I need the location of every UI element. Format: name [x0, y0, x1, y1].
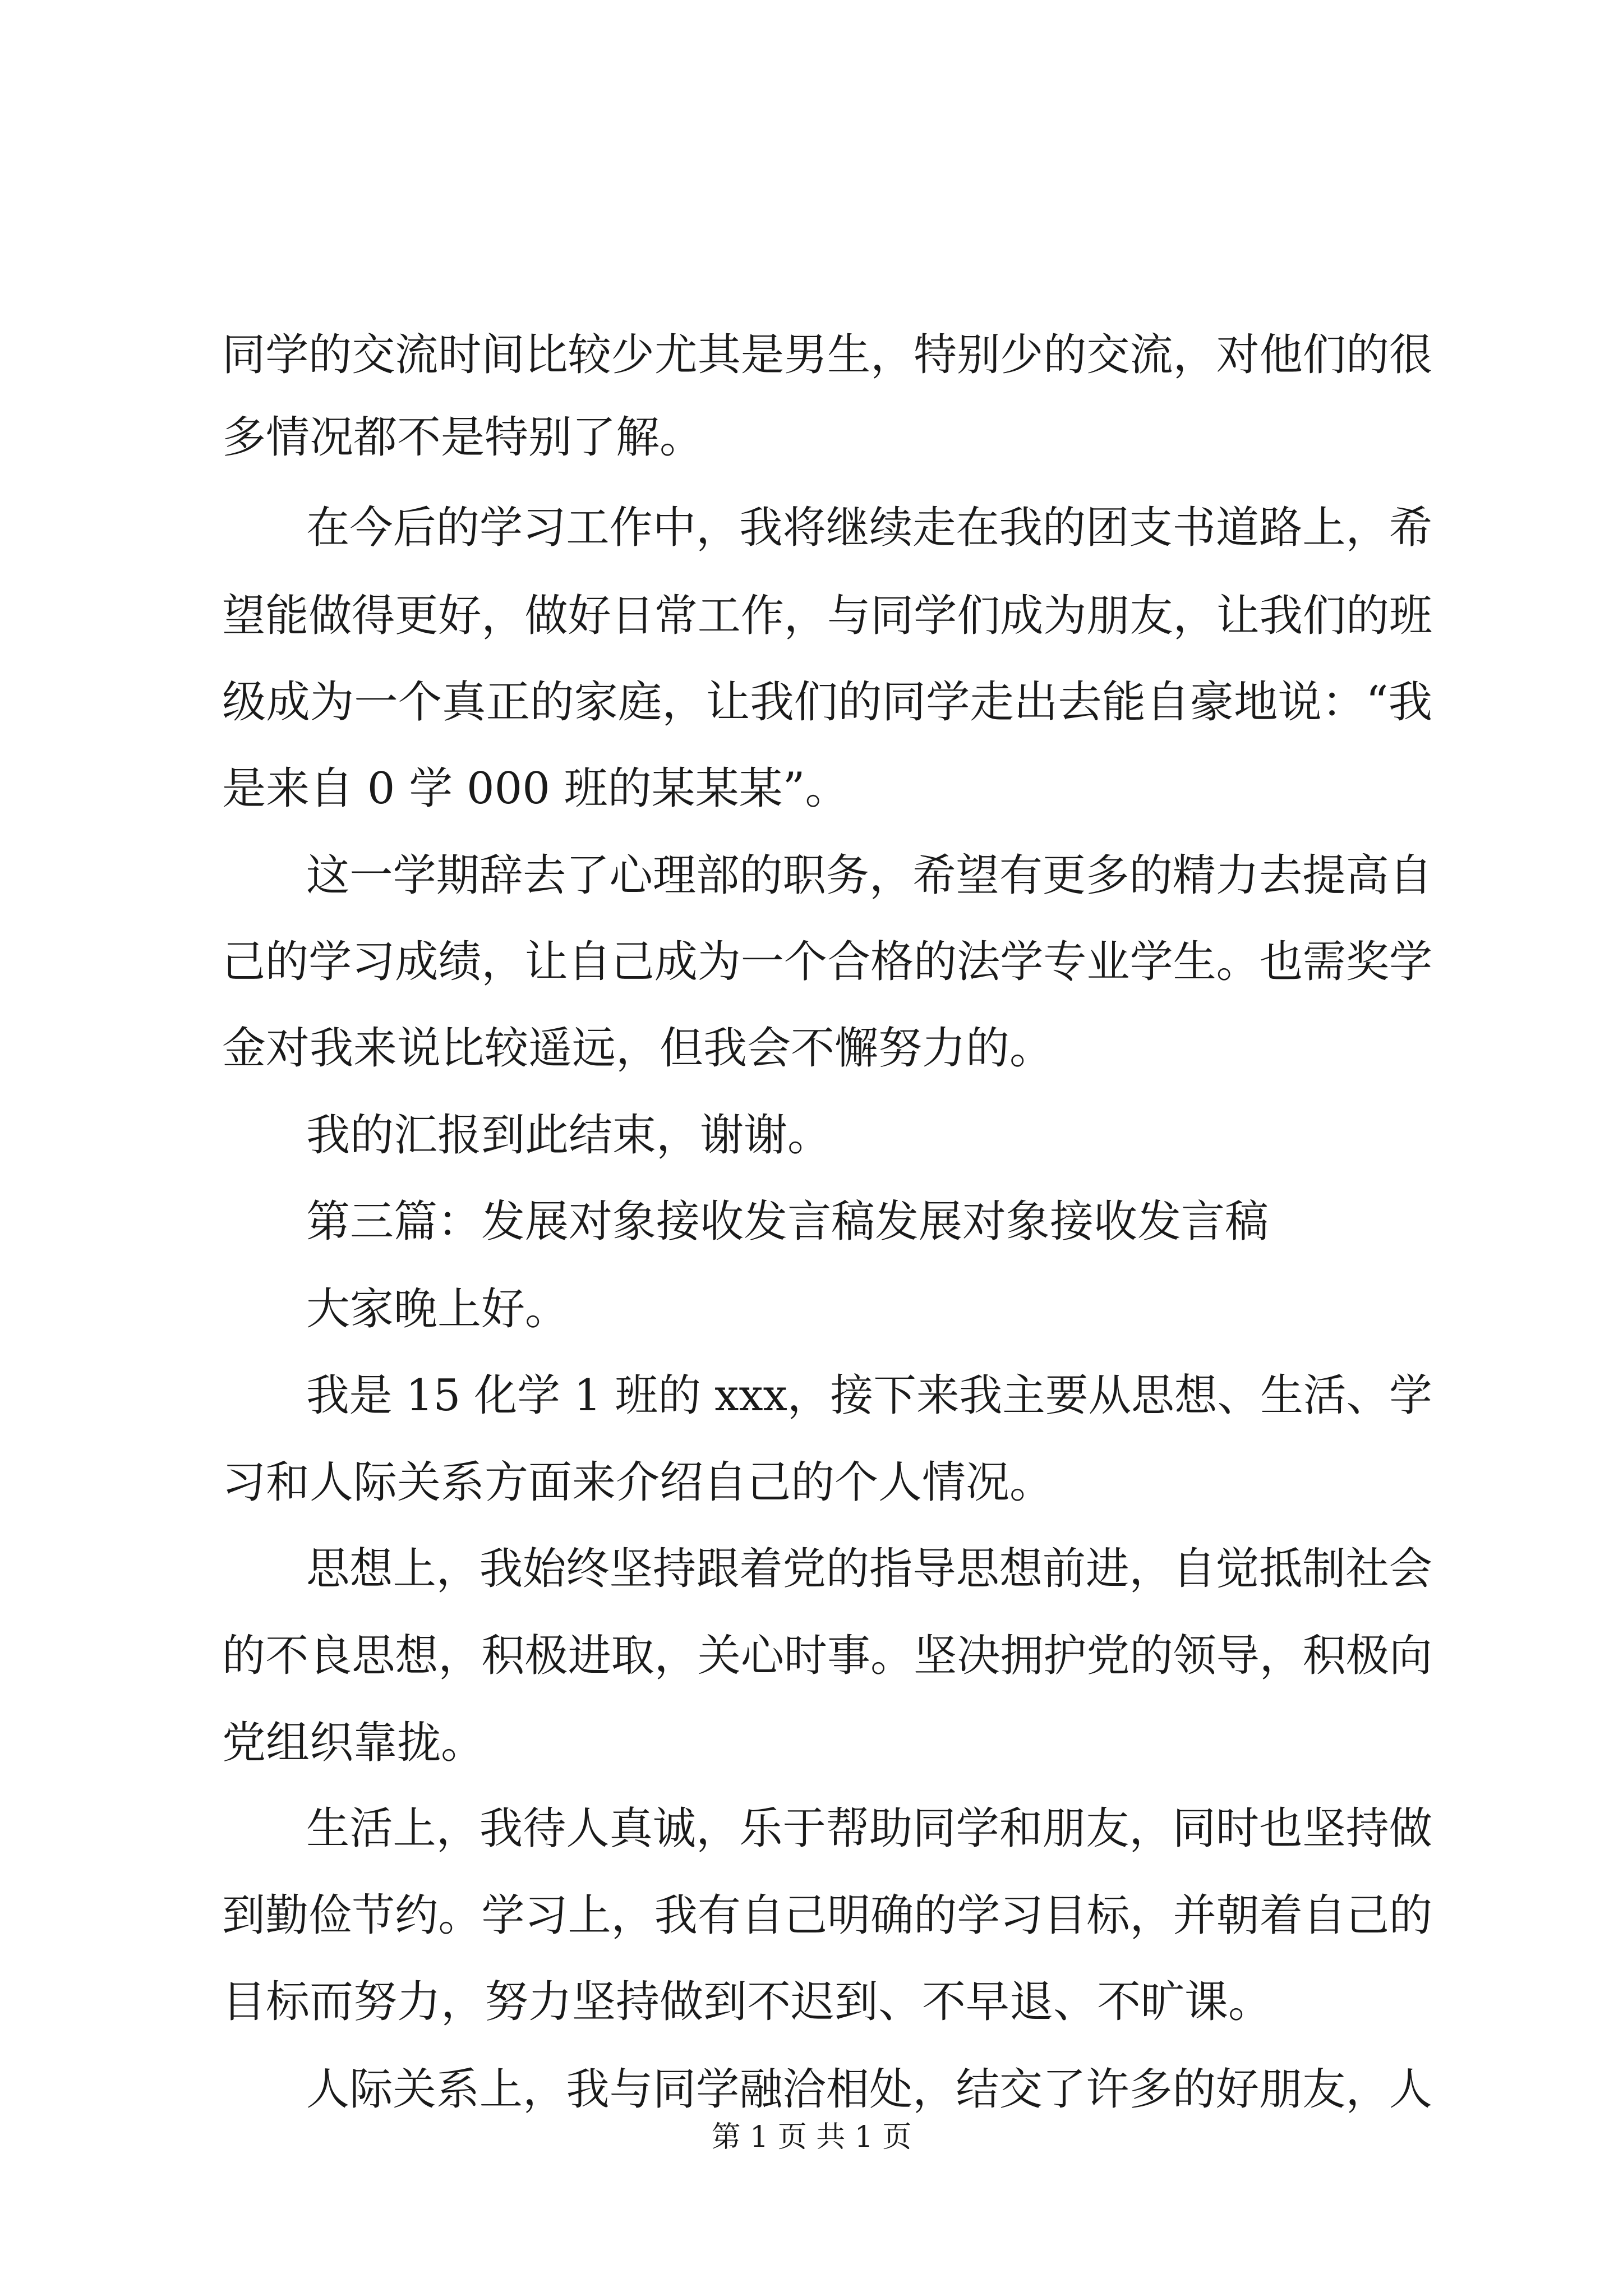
body-text-line: 思想上，我始终坚持跟着党的指导思想前进，自觉抵制社会 — [306, 1544, 1433, 1594]
section-heading: 第三篇：发展对象接收发言稿发展对象接收发言稿 — [306, 1197, 1269, 1247]
page-footer: 第 1 页 共 1 页 — [711, 2120, 912, 2154]
body-text-line: 多情况都不是特别了解。 — [222, 412, 704, 463]
body-text-line: 的不良思想，积极进取，关心时事。坚决拥护党的领导，积极向 — [222, 1631, 1433, 1681]
body-text-line: 同学的交流时间比较少尤其是男生，特别少的交流，对他们的很 — [222, 330, 1433, 380]
body-text-line: 大家晚上好。 — [306, 1284, 569, 1335]
body-text-line: 金对我来说比较遥远，但我会不懈努力的。 — [222, 1023, 1054, 1074]
body-text-line: 这一学期辞去了心理部的职务，希望有更多的精力去提高自 — [306, 850, 1433, 901]
body-text-line: 人际关系上，我与同学融洽相处，结交了许多的好朋友，人 — [306, 2064, 1433, 2115]
body-text-line: 级成为一个真正的家庭，让我们的同学走出去能自豪地说：“我 — [222, 677, 1432, 728]
body-text-line: 习和人际关系方面来介绍自己的个人情况。 — [222, 1457, 1054, 1508]
body-text-line: 到勤俭节约。学习上，我有自己明确的学习目标，并朝着自己的 — [222, 1890, 1433, 1941]
body-text-line: 是来自 0 学 000 班的某某某”。 — [222, 763, 849, 814]
body-text-line: 目标而努力，努力坚持做到不迟到、不早退、不旷课。 — [222, 1977, 1272, 2027]
body-text-line: 我是 15 化学 1 班的 xxx，接下来我主要从思想、生活、学 — [306, 1370, 1432, 1421]
body-text-line: 己的学习成绩，让自己成为一个合格的法学专业学生。也需奖学 — [222, 937, 1433, 987]
body-text-line: 生活上，我待人真诚，乐于帮助同学和朋友，同时也坚持做 — [306, 1803, 1433, 1854]
body-text-line: 党组织靠拢。 — [222, 1718, 485, 1768]
body-text-line: 望能做得更好，做好日常工作，与同学们成为朋友，让我们的班 — [222, 591, 1433, 641]
body-text-line: 我的汇报到此结束，谢谢。 — [306, 1110, 832, 1161]
body-text-line: 在今后的学习工作中，我将继续走在我的团支书道路上，希 — [306, 503, 1433, 553]
